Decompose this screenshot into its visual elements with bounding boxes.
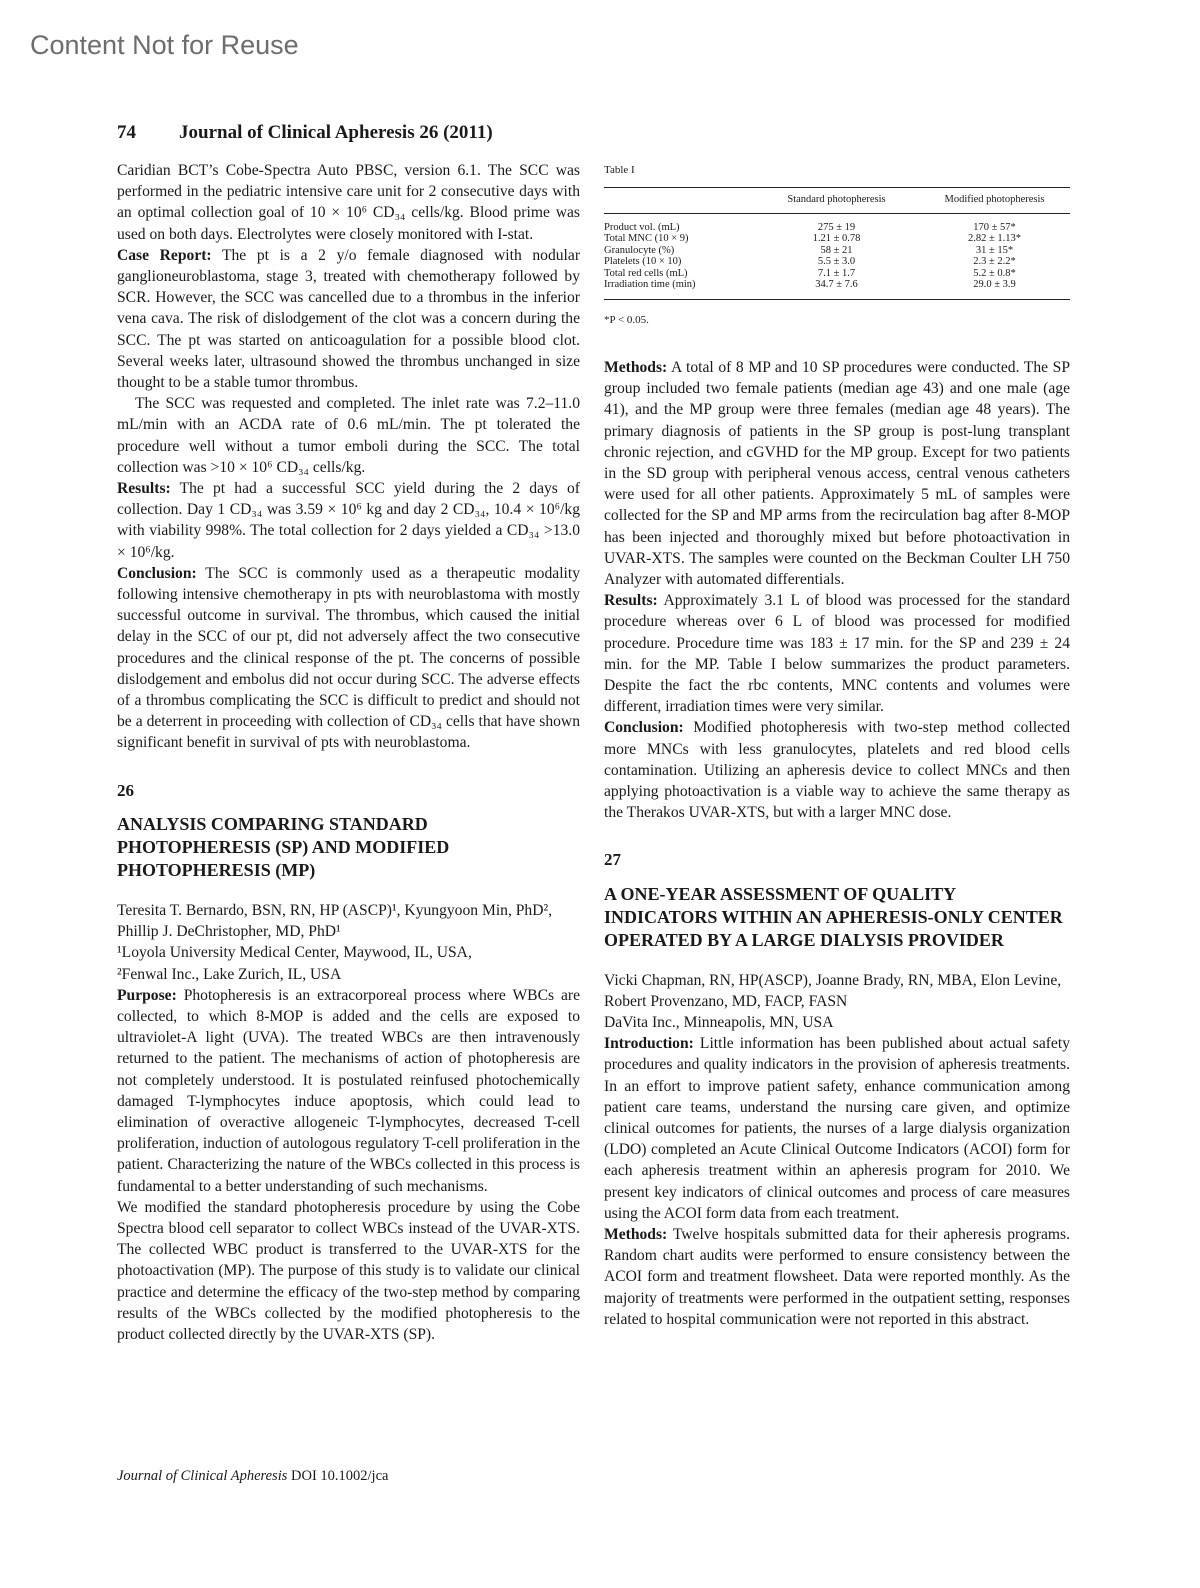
section-label: Purpose: xyxy=(117,986,177,1004)
paragraph: We modified the standard photopheresis procedure by using the Cobe Spectra blood cell separator to collect WBCs instead of the UVAR-XTS. The collected WBC product is transferred to the UVAR-XTS for the photoactivation (MP). The purpose of this study is to validate our clinical practice and determine the efficacy of the two-step method by comparing results of the WBCs collected by the modified photopheresis to the product collected directly by the UVAR-XTS (SP). xyxy=(117,1198,580,1343)
paragraph-text: Little information has been published about actual safety procedures and quality indicators in the provision of apheresis treatments. In an effort to improve patient safety, enhance communication among patient care teams, understand the nursing care given, and optimize clinical outcomes for patients, the nurses of a large dialysis organization (LDO) completed an Acute Clinical Outcome Indicators (ACOI) form for each apheresis treatment within an apheresis program for 2010. We present key indicators of clinical outcomes and process of care measures using the ACOI form data from each treatment. xyxy=(604,1035,1070,1222)
table-row xyxy=(604,233,1070,245)
table-cell: Platelets (10 × 10) xyxy=(604,256,682,268)
methods-paragraph xyxy=(604,1224,1070,1330)
table-cell: 7.1 ± 1.7 xyxy=(817,267,856,279)
paragraph: The SCC was requested and completed. The inlet rate was 7.2–11.0 mL/min with an ACDA rate of 0.6 mL/min. The pt tolerated the procedure well without a tumor emboli during the SCC. The total collection was >10 × 10⁶ CD₃₄ cells/kg. xyxy=(117,395,580,476)
affiliation: DaVita Inc., Minneapolis, MN, USA xyxy=(604,1013,834,1031)
section-label: Results: xyxy=(604,592,658,610)
table-rule xyxy=(604,213,1070,214)
section-label: Introduction: xyxy=(604,1035,694,1053)
section-label: Conclusion: xyxy=(117,564,197,582)
case-report-paragraph xyxy=(117,245,580,393)
paragraph-text: The pt had a successful SCC yield during the 2 days of collection. Day 1 CD₃₄ was 3.59 × 10⁶ kg and day 2 CD₃₄, 10.4 × 10⁶/kg with viability 998%. The total collection for 2 days yielded a CD₃₄ >13.0 × 10⁶/kg. xyxy=(117,480,580,561)
author-list: Teresita T. Bernardo, BSN, RN, HP (ASCP)¹, Kyungyoon Min, PhD², Phillip J. DeChristopher, MD, PhD¹ xyxy=(117,901,553,941)
table-cell: Irradiation time (min) xyxy=(604,279,696,291)
table-footnote: *P < 0.05. xyxy=(604,313,649,326)
methods-paragraph xyxy=(604,357,1070,590)
left-column xyxy=(117,160,580,1345)
table-1 xyxy=(604,160,1070,331)
paragraph: Caridian BCT’s Cobe-Spectra Auto PBSC, version 6.1. The SCC was performed in the pediatric intensive care unit for 2 consecutive days with an optimal collection goal of 10 × 10⁶ CD₃₄ cells/kg. Blood prime was used on both days. Electrolytes were closely monitored with I-stat. xyxy=(117,162,580,243)
abstract-number: 27 xyxy=(604,850,621,870)
table-cell: 34.7 ± 7.6 xyxy=(815,279,858,291)
table-cell: 5.2 ± 0.8* xyxy=(973,267,1016,279)
author-list: Vicki Chapman, RN, HP(ASCP), Joanne Brady, RN, MBA, Elon Levine, Robert Provenzano, MD, FACP, FASN xyxy=(604,971,1062,1010)
paragraph-text: The SCC is commonly used as a therapeutic modality following intensive chemotherapy in pts with neuroblastoma with mostly successful outcome in survival. The thrombus, which caused the initial delay in the SCC of our pt, did not adversely affect the two consecutive procedures and the clinical response of the pt. The concerns of possible dislodgement and embolus did not occur during SCC. The adverse effects of a thrombus complicating the SCC is difficult to predict and should not be a deterrent in proceeding with collection of CD₃₄ cells that have shown significant benefit in survival of pts with neuroblastoma. xyxy=(117,564,580,752)
footer-doi: DOI 10.1002/jca xyxy=(287,1468,389,1484)
table-cell: 2.3 ± 2.2* xyxy=(973,256,1016,268)
journal-title: Journal of Clinical Apheresis 26 (2011) xyxy=(179,122,493,143)
purpose-paragraph xyxy=(117,985,580,1197)
paragraph-text: Photopheresis is an extracorporeal process where WBCs are collected, to which 8-MOP is added and the cells are exposed to ultraviolet-A light (UVA). The treated WBCs are then intravenously returned to the patient. The mechanisms of action of photopheresis are not completely understood. It is postulated reinfused photochemically damaged T-lymphocytes induce apoptosis, which could lead to elimination of overactive allogeneic T-lymphocytes, decreased T-cell proliferation, induction of autologous regulatory T-cell proliferation in the patient. Characterizing the nature of the WBCs collected in this process is fundamental to a better understanding of such mechanisms. xyxy=(117,986,580,1195)
table-row xyxy=(604,279,1070,291)
paragraph-text: Modified photopheresis with two-step method collected more MNCs with less granulocytes, platelets and red blood cells contamination. Utilizing an apheresis device to collect MNCs and then applying photoactivation is a viable way to achieve the same therapy as the Therakos UVAR-XTS, but with a larger MNC dose. xyxy=(604,719,1070,822)
table-cell: 275 ± 19 xyxy=(817,221,856,233)
page-footer xyxy=(117,1468,388,1485)
table-header-cell: Modified photopheresis xyxy=(944,194,1045,206)
table-rule xyxy=(604,299,1070,300)
right-column xyxy=(604,160,1070,1330)
page-number: 74 xyxy=(117,122,136,143)
section-label: Methods: xyxy=(604,358,668,376)
table-header-row xyxy=(604,194,1070,206)
abstract-number: 26 xyxy=(117,780,134,800)
abstract-title: A ONE-YEAR ASSESSMENT OF QUALITY INDICATORS WITHIN AN APHERESIS-ONLY CENTER OPERATED BY A LARGE DIALYSIS PROVIDER xyxy=(604,883,1063,950)
paragraph-text: Twelve hospitals submitted data for their apheresis programs. Random chart audits were performed to ensure consistency between the ACOI form and treatment flowsheet. Data were reported monthly. As the majority of treatments were performed in the outpatient setting, responses related to hospital communication were not reported in this abstract. xyxy=(604,1226,1070,1328)
watermark: Content Not for Reuse xyxy=(30,30,299,60)
table-cell: 58 ± 21 xyxy=(820,244,853,256)
affiliation: ¹Loyola University Medical Center, Maywood, IL, USA, xyxy=(117,944,472,962)
table-cell: 31 ± 15* xyxy=(975,244,1014,256)
paragraph-text: The pt is a 2 y/o female diagnosed with nodular ganglioneuroblastoma, stage 3, treated with chemotherapy followed by SCR. However, the SCC was cancelled due to a thrombus in the inferior vena cava. The risk of dislodgement of the clot was a concern during the SCC. The pt was started on anticoagulation for a possible blood clot. Several weeks later, ultrasound showed the thrombus unchanged in size thought to be a stable tumor thrombus. xyxy=(117,246,581,392)
table-row xyxy=(604,245,1070,257)
paragraph-text: A total of 8 MP and 10 SP procedures were conducted. The SP group included two female patients (median age 43) and one male (age 41), and the MP group were three females (median age 48 years). The primary diagnosis of patients in the SP group is post-lung transplant chronic rejection, and cGVHD for the MP group. Except for two patients in the SD group with peripheral venous access, central venous catheters were used for all other patients. Approximately 5 mL of samples were collected for the SP and MP arms from the recirculation bag after 8-MOP has been injected and thoroughly mixed but before photoactivation in UVAR-XTS. The samples were counted on the Beckman Coulter LH 750 Analyzer with automated differentials. xyxy=(604,358,1070,588)
table-cell: 170 ± 57* xyxy=(973,221,1016,233)
table-cell: Product vol. (mL) xyxy=(604,221,680,233)
table-header-cell xyxy=(604,194,754,206)
table-header-cell: Standard photopheresis xyxy=(787,194,886,206)
table-rule xyxy=(604,187,1070,188)
table-cell: 1.21 ± 0.78 xyxy=(812,233,861,245)
table-cell: Total red cells (mL) xyxy=(604,267,688,279)
table-row xyxy=(604,256,1070,268)
table-cell: 5.5 ± 3.0 xyxy=(817,256,856,268)
table-cell: 29.0 ± 3.9 xyxy=(973,279,1016,291)
table-row xyxy=(604,222,1070,234)
introduction-paragraph xyxy=(604,1033,1070,1224)
results-paragraph xyxy=(604,590,1070,717)
section-label: Case Report: xyxy=(117,246,212,264)
footer-journal: Journal of Clinical Apheresis xyxy=(117,1468,288,1484)
section-label: Conclusion: xyxy=(604,719,684,737)
abstract-title: ANALYSIS COMPARING STANDARD PHOTOPHERESIS (SP) AND MODIFIED PHOTOPHERESIS (MP) xyxy=(117,813,450,880)
conclusion-paragraph xyxy=(604,717,1070,823)
table-caption: Table I xyxy=(604,164,635,176)
table-row xyxy=(604,268,1070,280)
table-cell: Granulocyte (%) xyxy=(604,244,675,256)
running-header xyxy=(117,122,493,144)
table-body xyxy=(604,222,1070,291)
table-cell: 2.82 ± 1.13* xyxy=(967,233,1021,245)
table-cell: Total MNC (10 × 9) xyxy=(604,233,689,245)
conclusion-paragraph xyxy=(117,563,580,754)
results-paragraph xyxy=(117,478,580,563)
affiliation: ²Fenwal Inc., Lake Zurich, IL, USA xyxy=(117,965,342,983)
section-label: Results: xyxy=(117,480,171,498)
paragraph-text: Approximately 3.1 L of blood was processed for the standard procedure whereas over 6 L of blood was processed for modified procedure. Procedure time was 183 ± 17 min. for the SP and 239 ± 24 min. for the MP. Table I below summarizes the product parameters. Despite the fact the rbc contents, MNC contents and volumes were different, irradiation times were very similar. xyxy=(604,592,1070,716)
section-label: Methods: xyxy=(604,1226,668,1244)
